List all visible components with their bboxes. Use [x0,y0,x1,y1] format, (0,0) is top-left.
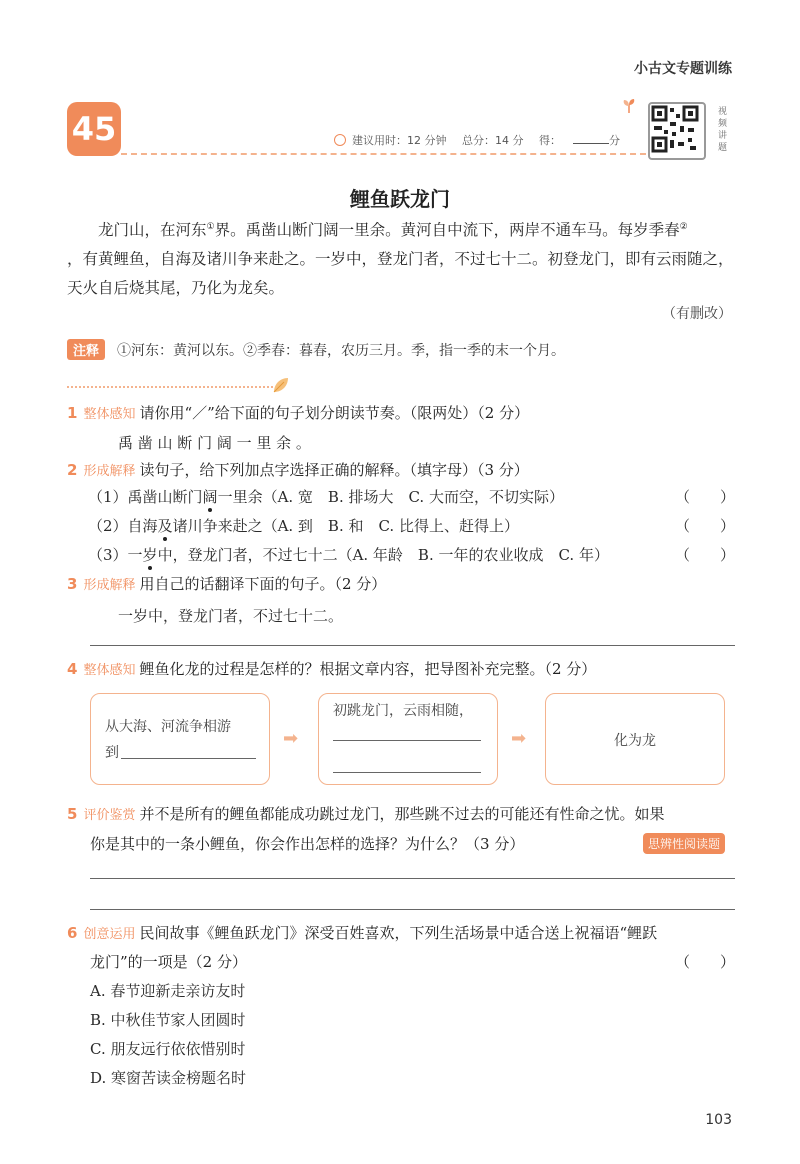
question-1-sentence: 禹 凿 山 断 门 阔 一 里 余 。 [118,434,311,452]
passage-line-2: ，有黄鲤鱼，自海及诸川争来赴之。一岁中，登龙门者，不过七十二。初登龙门，即有云雨随之， [67,250,734,269]
question-6: 6 创意运用 民间故事《鲤鱼跃龙门》深受百姓喜欢，下列生活场景中适合送上祝福语“鲤跃 [67,924,658,942]
qr-video-note: 视频讲题 [718,107,728,153]
passage-line-1: 龙门山，在河东①界。禹凿山断门阔一里余。黄河自中流下，两岸不通车马。每岁季春② [98,221,688,240]
answer-line[interactable] [90,645,735,646]
arrow-right-icon: ➡ [283,728,299,749]
answer-line[interactable] [90,878,735,879]
suggested-time: 建议用时：12 分钟 [352,134,447,147]
question-1-tag: 整体感知 [83,407,136,422]
answer-paren[interactable]: （ ） [674,953,735,971]
qr-code[interactable] [648,102,706,160]
fill-blank[interactable] [333,772,481,773]
question-2-item-1: （1）禹凿山断门阔一里余（A. 宽 B. 排场大 C. 大而空，不切实际） （ ） [88,488,735,506]
note-mark-2: ② [679,222,688,232]
total-score: 总分：14 分 [462,134,524,147]
question-5: 5 评价鉴赏 并不是所有的鲤鱼都能成功跳过龙门，那些跳不过去的可能还有性命之忧。如果 [67,805,665,823]
score-label: 得： 分 [539,134,620,147]
option-c[interactable]: C. 朋友远行依依惜别时 [90,1040,246,1058]
clock-icon [334,134,346,146]
page-number: 103 [705,1112,732,1128]
question-1: 1 整体感知 请你用“／”给下面的句子划分朗读节奏。（限两处）（2 分） [67,404,530,422]
passage-line-3: 天火自后烧其尾，乃化为龙矣。 [67,279,285,298]
passage-title: 鲤鱼跃龙门 [350,187,450,211]
fill-blank[interactable] [121,758,256,759]
flow-box-3: 化为龙 [545,693,725,785]
sprout-icon [621,98,637,114]
question-4-tag: 整体感知 [83,663,136,678]
source-note: （有删改） [662,306,732,322]
note-mark-1: ① [206,222,215,232]
question-2: 2 形成解释 读句子，给下列加点字选择正确的解释。（填字母）（3 分） [67,461,529,479]
question-2-tag: 形成解释 [83,464,136,479]
answer-line[interactable] [90,909,735,910]
flow-box-2: 初跳龙门，云雨相随， [318,693,498,785]
option-a[interactable]: A. 春节迎新走亲访友时 [90,982,246,1000]
question-5-line-2: 你是其中的一条小鲤鱼，你会作出怎样的选择？为什么？（3 分） [90,835,525,853]
qr-pattern-icon [650,104,700,154]
lesson-number-badge: 45 [67,102,121,156]
header-divider [121,153,646,155]
notes-tag: 注释 [67,339,105,360]
arrow-right-icon: ➡ [511,728,527,749]
question-2-item-3: （3）一岁中，登龙门者，不过七十二（A. 年龄 B. 一年的农业收成 C. 年） （ ） [88,546,735,564]
question-4: 4 整体感知 鲤鱼化龙的过程是怎样的？根据文章内容，把导图补充完整。（2 分） [67,660,597,678]
question-6-line-2: 龙门”的一项是（2 分） （ ） [90,953,735,971]
question-6-tag: 创意运用 [83,927,136,942]
question-2-item-2: （2）自海及诸川争来赴之（A. 到 B. 和 C. 比得上、赶得上） （ ） [88,517,735,535]
option-b[interactable]: B. 中秋佳节家人团圆时 [90,1011,246,1029]
option-d[interactable]: D. 寒窗苦读金榜题名时 [90,1069,247,1087]
answer-paren[interactable]: （ ） [674,517,735,535]
question-3-sentence: 一岁中，登龙门者，不过七十二。 [118,607,344,625]
flow-box-1: 从大海、河流争相游 到 [90,693,270,785]
leaf-icon [272,376,290,394]
critical-reading-flag: 思辨性阅读题 [643,833,725,854]
question-5-tag: 评价鉴赏 [83,808,136,823]
answer-paren[interactable]: （ ） [674,488,735,506]
notes-text: ①河东：黄河以东。②季春：暮春，农历三月。季，指一季的末一个月。 [117,343,565,359]
exercise-meta [334,132,644,148]
section-divider [67,386,273,388]
series-title: 小古文专题训练 [634,61,732,77]
question-3-tag: 形成解释 [83,578,136,593]
passage-text [67,213,739,303]
question-3: 3 形成解释 用自己的话翻译下面的句子。（2 分） [67,575,387,593]
fill-blank[interactable] [333,740,481,741]
answer-paren[interactable]: （ ） [674,546,735,564]
